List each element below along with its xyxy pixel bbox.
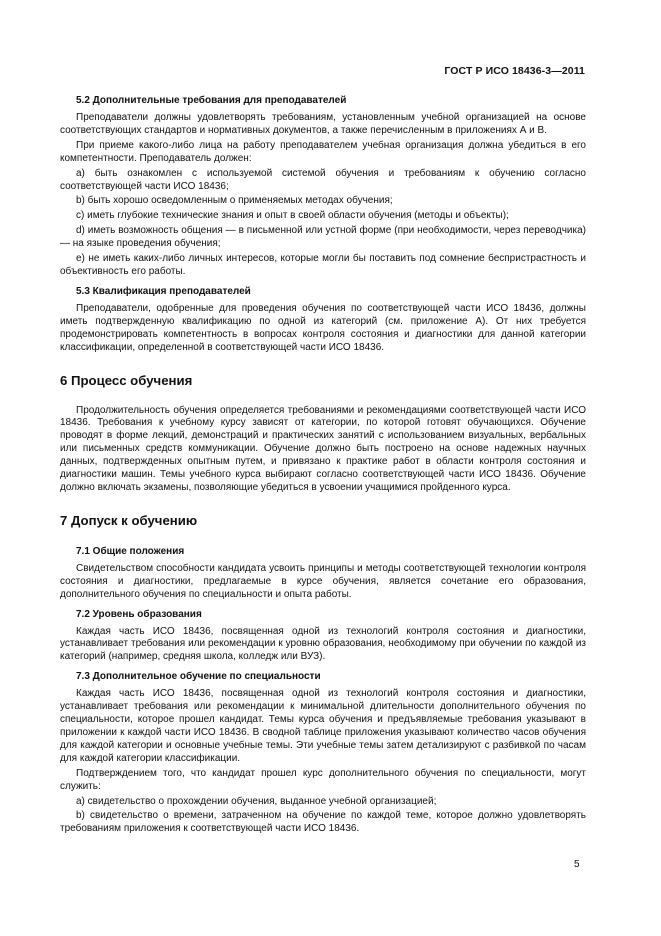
list-item-d: d) иметь возможность общения — в письменной или устной форме (при необходимости, через переводчика) — на языке проведения обучения; xyxy=(60,225,586,250)
paragraph: Каждая часть ИСО 18436, посвященная одной из технологий контроля состояния и диагностики, устанавливает требования или рекомендации к уровню образования, необходимому при обучении по каждой из категорий (например, средняя школа, колледж или ВУЗ). xyxy=(60,625,586,663)
section-6-title: 6 Процесс обучения xyxy=(60,372,193,388)
paragraph: Преподаватели должны удовлетворять требованиям, установленным учебной организацией на основе соответствующих стандартов и нормативных документов, а также перечисленным в приложениях А и В. xyxy=(60,112,586,136)
page-number: 5 xyxy=(574,859,580,870)
paragraph: Преподаватели, одобренные для проведения обучения по соответствующей части ИСО 18436, должны иметь подтвержденную квалификацию по одной из категорий (см. приложение А). От них требуется продемонстрировать компетентность в вопросах контроля состояния и диагностики для данной категории классификации, определенной в соответствующей части ИСО 18436. xyxy=(60,302,586,353)
document-body xyxy=(60,94,586,838)
section-5-3-title: 5.3 Квалификация преподавателей xyxy=(76,285,251,297)
section-7-title: 7 Допуск к обучению xyxy=(60,512,198,528)
section-7-1-title: 7.1 Общие положения xyxy=(76,545,185,557)
paragraph: Подтверждением того, что кандидат прошел курс дополнительного обучения по специальности, могут служить: xyxy=(60,767,586,792)
section-5-2-title: 5.2 Дополнительные требования для преподавателей xyxy=(76,95,347,106)
section-7-3-title: 7.3 Дополнительное обучение по специальности xyxy=(76,671,321,683)
section-7-2-title: 7.2 Уровень образования xyxy=(76,608,202,620)
list-item-b: b) свидетельство о времени, затраченном на обучение по каждой теме, которое должно удовлетворять требованиям приложения к соответствующей части ИСО 18436. xyxy=(60,810,586,835)
list-item-a: а) быть ознакомлен с используемой системой обучения и требованиям к обучению согласно соответствующей части ИСО 18436; xyxy=(60,167,586,192)
paragraph: При приеме какого-либо лица на работу преподавателем учебная организация должна убедиться в его компетентности. Преподаватель должен: xyxy=(60,139,586,164)
paragraph: Свидетельством способности кандидата усвоить принципы и методы соответствующей технологии контроля состояния и диагностики, предлагаемые в курсе обучения, является сочетание его образования, дополнительного обучения по специальности и опыта работы. xyxy=(60,562,586,600)
list-item-b: b) быть хорошо осведомленным о применяемых методах обучения; xyxy=(76,195,393,207)
list-item-e: е) не иметь каких-либо личных интересов, которые могли бы поставить под сомнение беспристрастность и объективность его работы. xyxy=(60,253,586,277)
paragraph: Продолжительность обучения определяется требованиями и рекомендациями соответствующей части ИСО 18436. Требования к учебному курсу зависят от категории, по которой готовят обучающихся. Обучение проводят в форме лекций, демонстраций и практических занятий с использованием визуальных, вербальных или письменных средств коммуникации. Обучение должно быть построено на основе надежных научных данных, подтвержденных опытным путем, и привязано к практике работ в области контроля состояния и диагностики машин. Темы учебного курса выбирают согласно соответствующей части ИСО 18436. Обучение должно включать экзамены, позволяющие убедиться в усвоении учащимися пройденного курса. xyxy=(60,404,586,493)
document-header: ГОСТ Р ИСО 18436-3—2011 xyxy=(444,65,585,77)
list-item-a: а) свидетельство о прохождении обучения, выданное учебной организацией; xyxy=(76,795,437,807)
list-item-c: с) иметь глубокие технические знания и опыт в своей области обучения (методы и объекты); xyxy=(76,210,509,222)
paragraph: Каждая часть ИСО 18436, посвященная одной из технологий контроля состояния и диагностики, устанавливает требования или рекомендации к минимальной длительности дополнительного обучения по специальности, которое прошел кандидат. Темы курса обучения и предъявляемые требования указывают в приложении к каждой части ИСО 18436. В сводной таблице приложения указывают количество часов обучения для каждой категории и основные учебные темы. Эти учебные темы затем детализируют с разбивкой по часам для каждой категории классификации. xyxy=(60,688,586,764)
